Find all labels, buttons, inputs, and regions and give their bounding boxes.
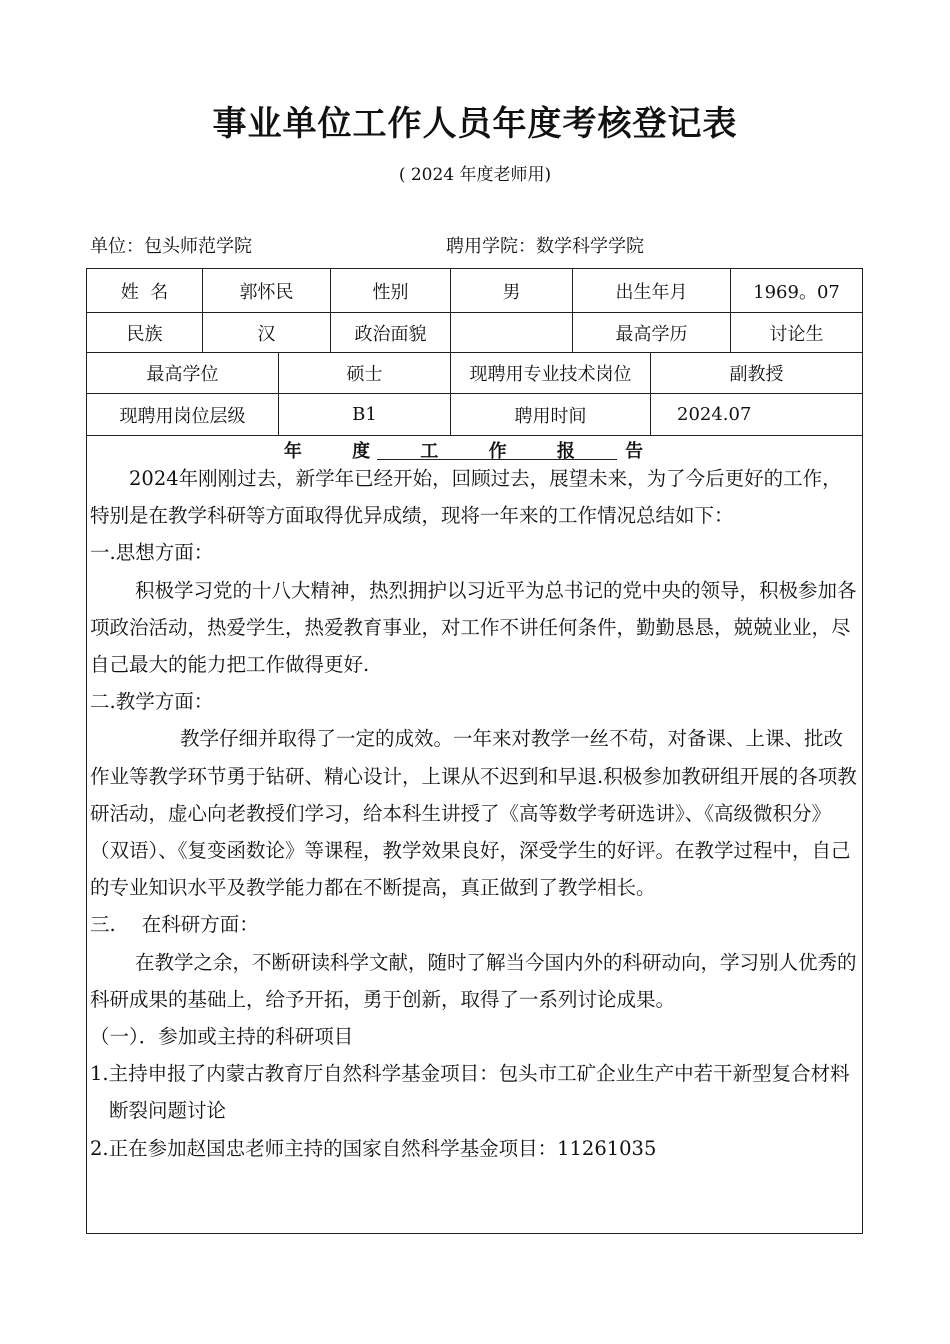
page-subtitle: ( 2024 年度老师用) xyxy=(398,165,552,185)
info-row-3 xyxy=(87,353,862,394)
level-value: B1 xyxy=(279,394,451,435)
info-row-4 xyxy=(87,394,862,436)
research-heading-text: 在科研方面： xyxy=(141,913,259,937)
birth-label: 出生年月 xyxy=(573,269,731,312)
education-label: 最高学历 xyxy=(573,313,731,352)
research-paragraph: 在教学之余，不断研读科学文献，随时了解当今国内外的科研动向，学习别人优秀的科研成果的基础上，给予开拓，勇于创新，取得了一系列讨论成果。 xyxy=(90,950,857,1011)
section-heading-thought: 一.思想方面： xyxy=(90,541,214,565)
political-value xyxy=(451,313,573,352)
hire-time-label: 聘用时间 xyxy=(451,394,651,435)
political-label: 政治面貌 xyxy=(331,313,451,352)
name-value: 郭怀民 xyxy=(203,269,331,312)
name-label: 姓 名 xyxy=(87,269,203,312)
hire-line: 聘用学院：数学科学学院 xyxy=(446,236,644,257)
subsection-projects: （一）．参加或主持的科研项目 xyxy=(90,1025,354,1049)
degree-label: 最高学位 xyxy=(87,353,279,393)
report-body xyxy=(90,460,860,1167)
section-heading-research xyxy=(90,906,860,943)
unit-line: 单位：包头师范学院 xyxy=(90,236,252,257)
ethnicity-label: 民族 xyxy=(87,313,203,352)
level-label: 现聘用岗位层级 xyxy=(87,394,279,435)
position-value: 副教授 xyxy=(729,364,784,385)
degree-value: 硕士 xyxy=(279,353,451,393)
gender-label: 性别 xyxy=(331,269,451,312)
info-row-2 xyxy=(87,313,862,353)
report-heading: 年 度 工 作 报 告 xyxy=(283,441,666,462)
birth-value: 1969。07 xyxy=(753,281,840,303)
research-heading-number: 三. xyxy=(90,913,116,937)
registration-form xyxy=(86,268,863,1234)
hire-time-value: 2024.07 xyxy=(677,404,752,425)
section-heading-teaching: 二.教学方面： xyxy=(90,690,214,714)
teaching-paragraph: 教学仔细并取得了一定的成效。一年来对教学一丝不苟，对备课、上课、批改作业等教学环节勇于钻研、精心设计，上课从不迟到和早退.积极参加教研组开展的各项教研活动，虚心向老教授们学习，给本科生讲授了《高等数学考研选讲》、《高级微积分》（双语）、《复变函数论》等课程，教学效果良好，深受学生的好评。在教学过程中，自己的专业知识水平及教学能力都在不断提高，真正做到了教学相长。 xyxy=(90,727,857,900)
info-row-1 xyxy=(87,269,862,313)
education-value: 讨论生 xyxy=(769,323,824,345)
thought-paragraph: 积极学习党的十八大精神，热烈拥护以习近平为总书记的党中央的领导，积极参加各项政治活动，热爱学生，热爱教育事业，对工作不讲任何条件，勤勤恳恳，兢兢业业，尽自己最大的能力把工作做得更好. xyxy=(90,578,857,677)
report-intro: 2024年刚刚过去，新学年已经开始，回顾过去，展望未来，为了今后更好的工作，特别是在教学科研等方面取得优异成绩，现将一年来的工作情况总结如下： xyxy=(90,467,842,528)
gender-value: 男 xyxy=(451,269,573,312)
project-item-1: 1.主持申报了内蒙古教育厅自然科学基金项目：包头市工矿企业生产中若干新型复合材料断裂问题讨论 xyxy=(90,1062,850,1123)
position-label: 现聘用专业技术岗位 xyxy=(451,353,651,393)
project-item-2: 2.正在参加赵国忠老师主持的国家自然科学基金项目：11261035 xyxy=(90,1136,657,1160)
page-title: 事业单位工作人员年度考核登记表 xyxy=(212,104,738,144)
ethnicity-value: 汉 xyxy=(203,313,331,352)
